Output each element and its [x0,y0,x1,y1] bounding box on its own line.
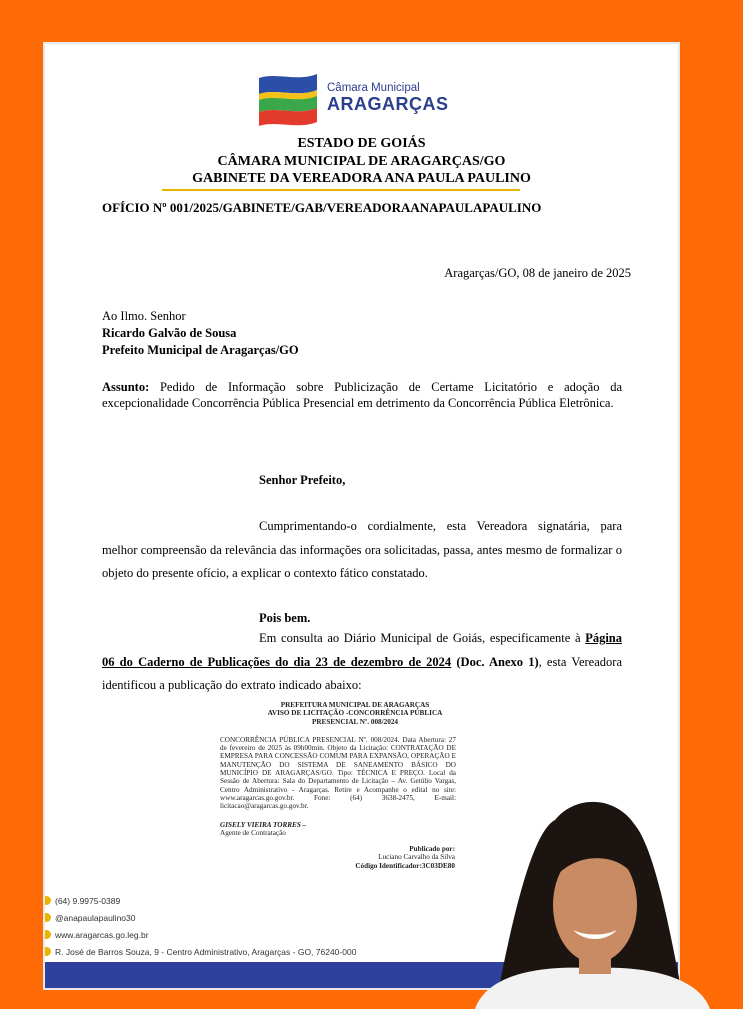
extract-title-2: AVISO DE LICITAÇÃO -CONCORRÊNCIA PÚBLICA [267,709,443,718]
pois-bem: Pois bem. [259,611,311,625]
subject-label: Assunto: [102,380,150,394]
header-office: GABINETE DA VEREADORA ANA PAULA PAULINO [192,171,531,186]
paragraph-2-annex: (Doc. Anexo 1) [451,654,539,669]
paragraph-1 [102,515,622,586]
logo-line1: Câmara Municipal [327,82,420,94]
extract-title-3: PRESENCIAL Nº. 008/2024 [311,717,399,726]
header-chamber: CÂMARA MUNICIPAL DE ARAGARÇAS/GO [217,154,506,169]
header-underline [162,189,520,191]
extract-pub-label: Publicado por: [409,845,455,854]
logo-line2: ARAGARÇAS [327,94,449,114]
contact-website[interactable] [45,926,356,943]
whatsapp-icon [45,896,51,905]
contact-instagram-text: @anapaulapaulino30 [55,912,136,923]
subject-text: Pedido de Informação sobre Publicização de Certame Licitatório e adoção da excepcionalidade Concorrência Pública Presencial em detrimento da Concorrência Pública Eletrônica. [102,380,622,410]
recipient-greeting: Ao Ilmo. Senhor [102,309,186,323]
contact-address [45,943,356,960]
subject-paragraph [102,380,622,411]
instagram-icon [45,913,51,922]
paragraph-2-start: Em consulta ao Diário Municipal de Goiás, especificamente à [259,631,586,645]
contact-website-text: www.aragarcas.go.leg.br [55,929,149,940]
paragraph-2 [102,627,622,698]
contact-phone-text: (64) 9.9975-0389 [55,895,121,906]
extract-title-1: PREFEITURA MUNICIPAL DE ARAGARÇAS [280,701,430,709]
extract-pub-name: Luciano Carvalho da Silva [378,853,455,862]
contact-address-text: R. José de Barros Souza, 9 - Centro Administrativo, Aragarças - GO, 76240-000 [55,946,357,957]
camara-logo [257,70,477,126]
paragraph-2-end: , esta Vereadora identificou a publicação do extrato indicado abaixo: [102,654,622,692]
councilwoman-photo [455,790,725,1009]
contact-instagram[interactable] [45,909,356,926]
letter-date: Aragarças/GO, 08 de janeiro de 2025 [444,266,631,280]
extract-signer: GISELY VIEIRA TORRES – [220,820,307,829]
globe-icon [45,930,51,939]
extract-publisher [205,845,455,870]
extract-signer-role: Agente de Contratação [220,828,286,837]
diario-page-link[interactable]: Página 06 do Caderno de Publicações do dia 23 de dezembro de 2024 [102,631,622,669]
salutation: Senhor Prefeito, [259,473,346,487]
recipient-title: Prefeito Municipal de Aragarças/GO [102,343,299,357]
header-state: ESTADO DE GOIÁS [297,136,426,151]
oficio-number: OFÍCIO Nº 001/2025/GABINETE/GAB/VEREADORAANAPAULAPAULINO [102,200,542,215]
contact-list [45,892,356,960]
paragraph-1-text: Cumprimentando-o cordialmente, esta Vereadora signatária, para melhor compreensão da relevância das informações ora solicitadas, passa, antes mesmo de formalizar o objeto do presente ofício, a explicar o contexto fático constatado. [102,519,622,580]
extract-pub-code: Código Identificador:3C03DE80 [355,861,455,870]
contact-phone [45,892,356,909]
location-icon [45,947,51,956]
extract-body: CONCORRÊNCIA PÚBLICA PRESENCIAL Nº. 008/2024. Data Abertura: 27 de fevereiro de 2025 às 09h00min. Objeto da Licitação: CONTRATAÇÃO DE EMPRESA PARA CONCESSÃO COMUM PARA EXPANSÃO, OPERAÇÃO E MANUTENÇÃO DO SISTEMA DE SANEAMENTO BÁSICO DO MUNICÍPIO DE ARAGARÇAS/GO. Tipo: TÉCNICA E PREÇO. Local da Sessão de Abertura: Sala do Departamento de Licitação – Av. Getúlio Vargas, Centro Administrativo - Aragarças. Retire e Acompanhe o edital no site: www.aragarcas.go.gov.br. Fone: (64) 3638-2475, E-mail: licitacao@aragarcas.go.gov.br. [220,735,456,811]
recipient-name: Ricardo Galvão de Sousa [102,326,237,340]
camara-logo-flag-icon [257,70,319,126]
